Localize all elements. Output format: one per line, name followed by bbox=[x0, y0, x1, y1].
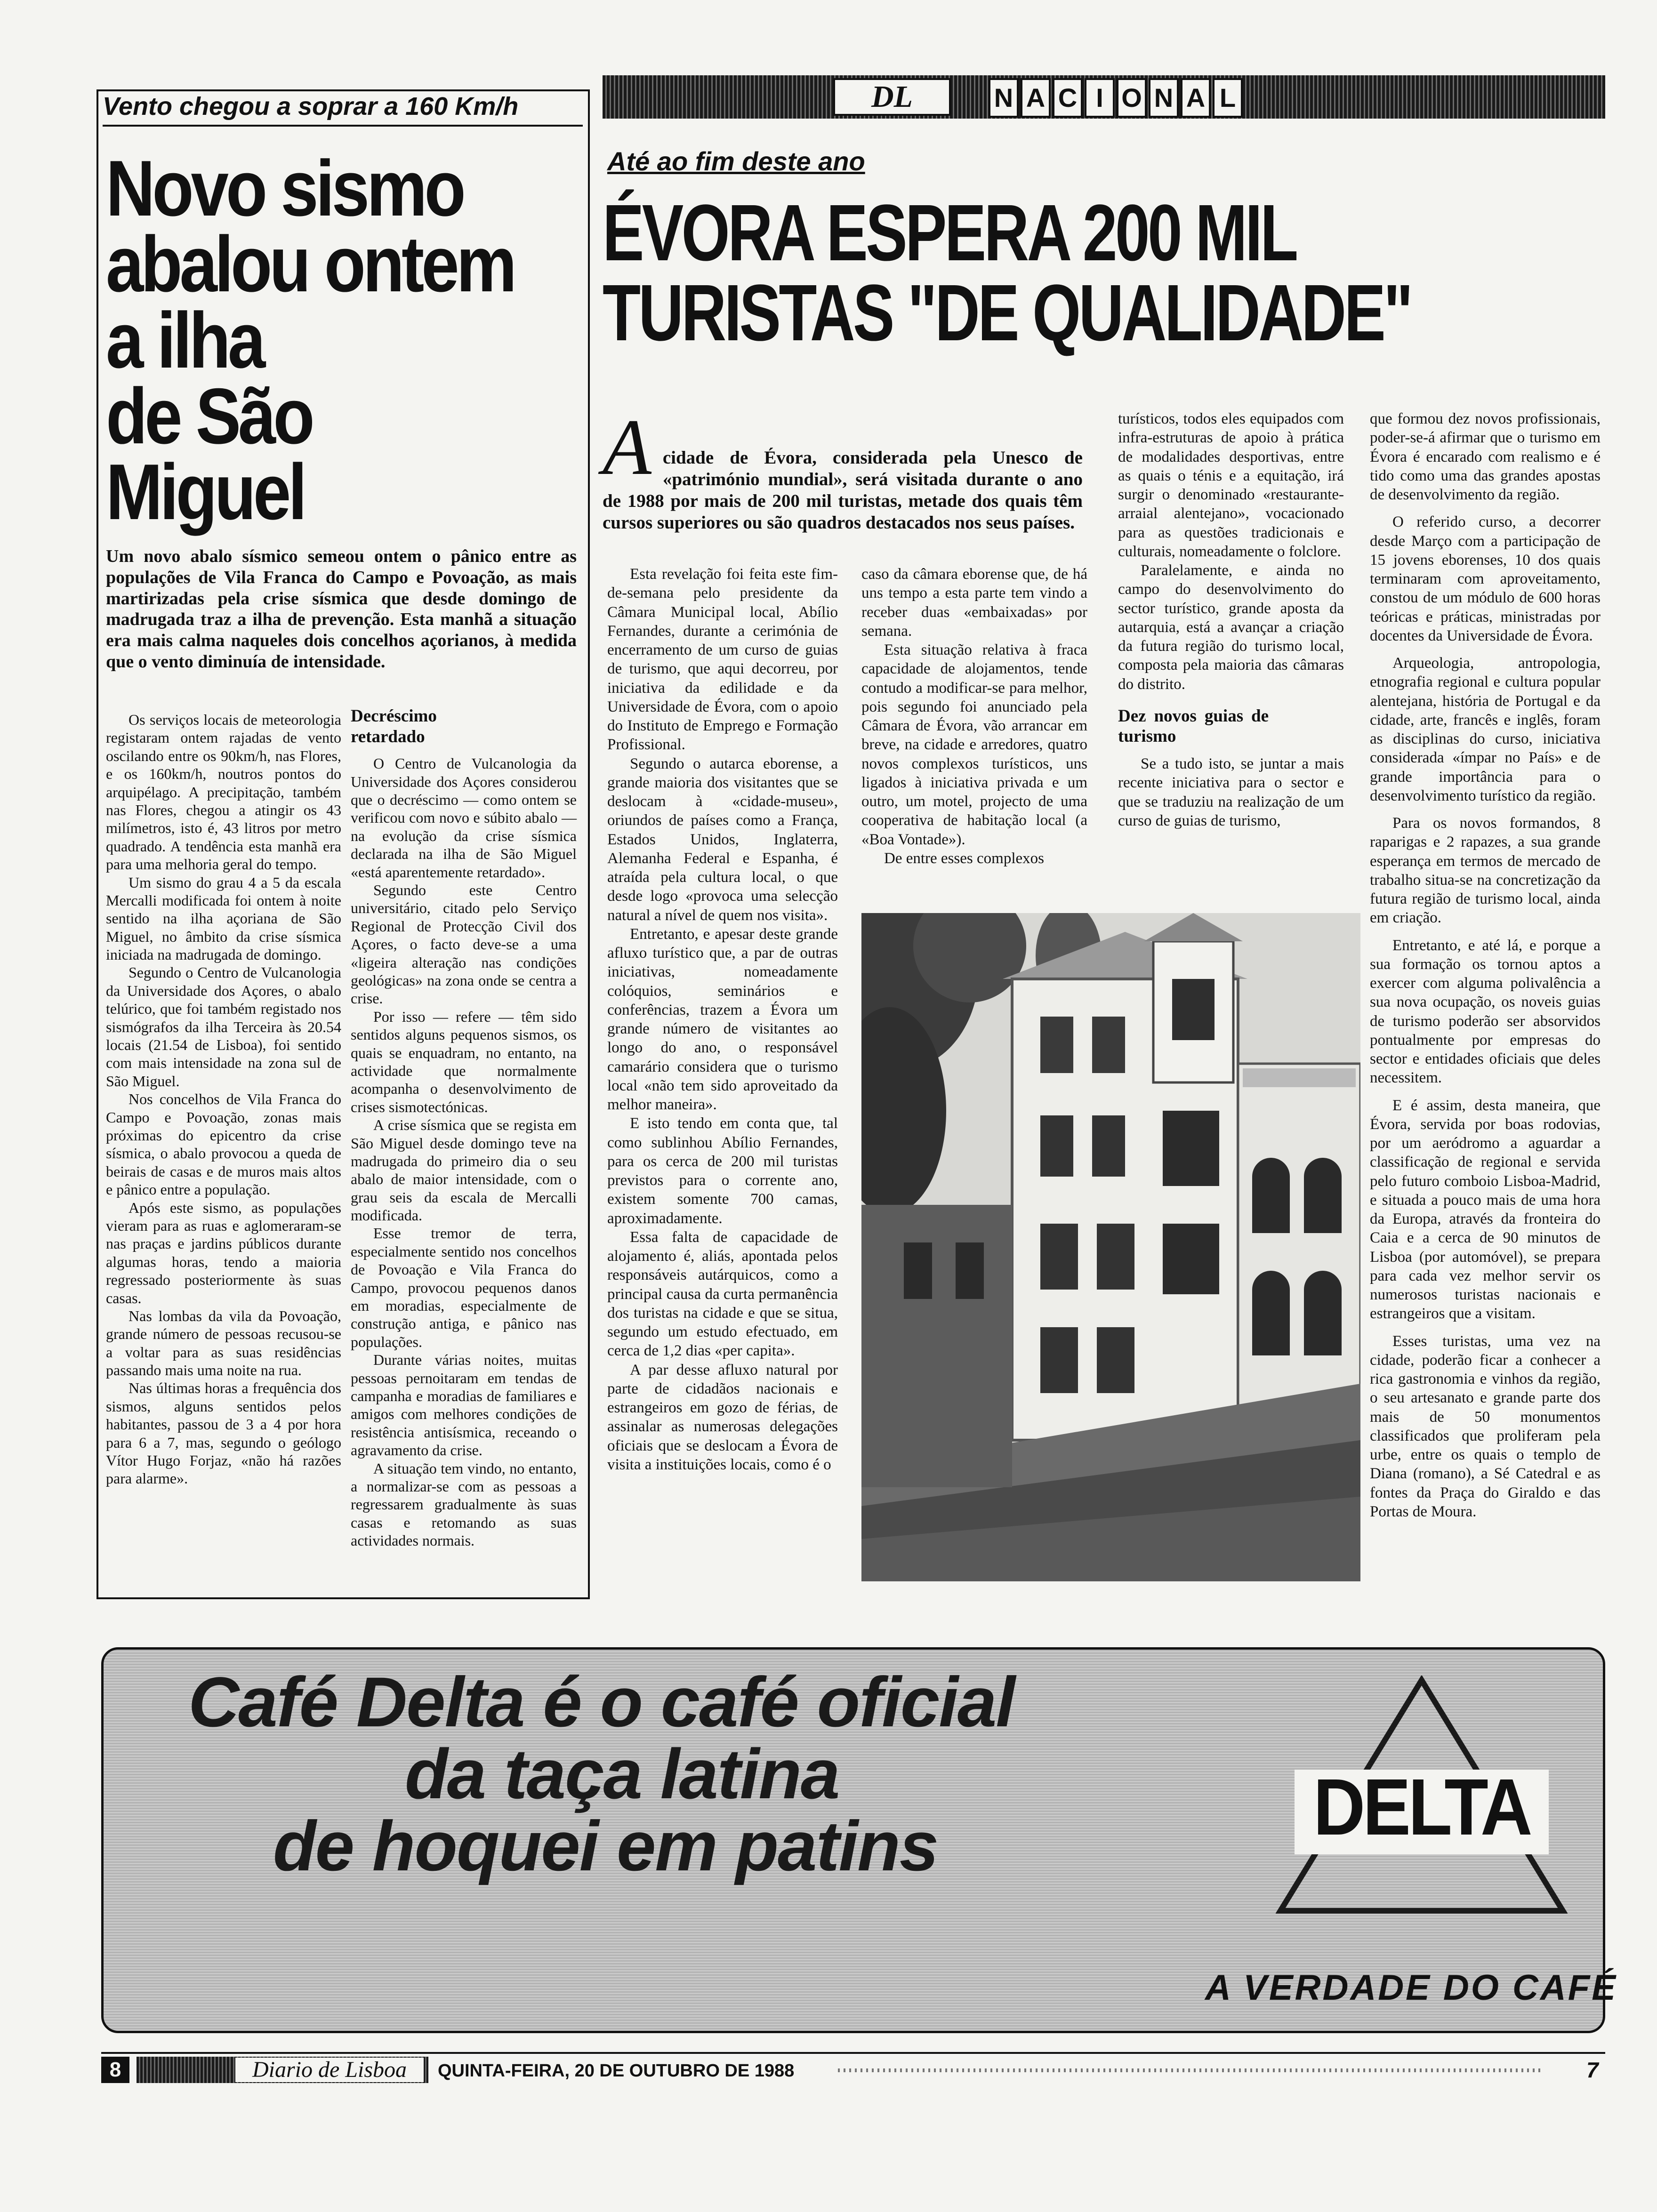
left-story-column-1 bbox=[106, 711, 341, 1488]
paragraph: De entre esses complexos bbox=[884, 850, 1044, 867]
left-story-column-2 bbox=[351, 706, 577, 1550]
issue-date: QUINTA-FEIRA, 20 DE OUTUBRO DE 1988 bbox=[438, 2061, 795, 2081]
paragraph: Por isso — refere — têm sido sentidos alguns pequenos sismos, os quais se enquadram, no entanto, na actividade que normalmente acompanha o desenvolvimento de crises sismotectónicas. bbox=[351, 1008, 577, 1115]
right-story-headline bbox=[603, 188, 1411, 358]
footer-tail-rule bbox=[838, 2068, 1544, 2072]
page-number-right: 7 bbox=[1586, 2058, 1599, 2082]
paragraph: E é assim, desta maneira, que Évora, servida por boas rodovias, por um aeródromo a aguardar a classificação de regional e servida pelo futuro comboio Lisboa-Madrid, e situada a pouco mais de uma hora da Europa, através da fronteira do Caia e a cerca de 90 minutos de Lisboa (por automóvel), se prepara para cada vez melhor servir os numerosos turistas nacionais e estrangeiros que a visitam. bbox=[1370, 1097, 1601, 1322]
paragraph: Nas últimas horas a frequência dos sismos, alguns sentidos pelos habitantes, passou de 3 a 4 por hora para 6 a 7, mas, segundo o geólogo Vítor Hugo Forjaz, «não há razões para alarme». bbox=[106, 1379, 341, 1487]
ad-line: da taça latina bbox=[405, 1734, 839, 1813]
paragraph: Esse tremor de terra, especialmente sentido nos concelhos de Povoação e Vila Franca do Campo, provocou pequenos danos em moradias, especialmente de construção antiga, e pânico nas populações. bbox=[351, 1225, 577, 1350]
paragraph: Segundo o autarca eborense, a grande maioria dos visitantes que se deslocam à «cidade-museu», oriundos de países como a França, Estados Unidos, Inglaterra, Alemanha Federal e Espanha, é atraída pela cultura local, o que desde logo «provoca uma selecção natural a nível de quem nos visita». bbox=[607, 755, 838, 924]
paragraph: O referido curso, a decorrer desde Março com a participação de 15 jovens eborenses, 10 dos quais terminaram com aproveitamento, constou de um módulo de 600 horas teóricas e práticas, ministradas por docentes da Universidade de Évora. bbox=[1370, 513, 1601, 644]
paragraph: Durante várias noites, muitas pessoas pernoitaram em tendas de campanha e moradias de familiares e amigos com melhores condições de resistência antisísmica, receando o agravamento da crise. bbox=[351, 1351, 577, 1459]
section-logo bbox=[833, 78, 951, 116]
ad-line: de hoquei em patins bbox=[273, 1806, 938, 1885]
paragraph: turísticos, todos eles equipados com infra-estruturas de apoio à prática de modalidades desportivas, entre as quais o ténis e a equitação, irá surgir o denominado «restaurante-arraial alentejano», vocacionado para as questões tradicionais e culturais, nomeadamente o folclore. bbox=[1118, 410, 1344, 560]
subheading: Decréscimo retardado bbox=[351, 706, 437, 746]
paragraph: Esta situação relativa à fraca capacidade de alojamentos, tende contudo a modificar-se para melhor, pois segundo foi anunciado pela Câmara de Évora, vão arrancar em breve, na cidade e arredores, quatro novos complexos turísticos, uns ligados à iniciativa privada e um outro, um motel, projecto de uma cooperativa de habitação local (a «Boa Vontade»). bbox=[861, 641, 1087, 848]
drop-cap: A bbox=[603, 403, 652, 491]
paragraph: Para os novos formandos, 8 raparigas e 2 rapazes, a sua grande esperança em termos de mercado de trabalho situa-se na concretização da futura região de turismo local, ainda em criação. bbox=[1370, 815, 1601, 927]
left-story-kicker: Vento chegou a soprar a 160 Km/h bbox=[103, 92, 583, 127]
section-letter: L bbox=[1213, 78, 1243, 118]
right-story-column-2 bbox=[861, 565, 1087, 868]
paragraph: E isto tendo em conta que, tal como sublinhou Abílio Fernandes, para os cerca de 200 mil turistas previstos para o corrente ano, existem somente 700 camas, aproximadamente. bbox=[607, 1115, 838, 1227]
headline-line: ÉVORA ESPERA 200 MIL bbox=[603, 188, 1296, 278]
headline-line: TURISTAS "DE QUALIDADE" bbox=[603, 268, 1411, 358]
right-story-column-4 bbox=[1370, 409, 1601, 1521]
paragraph: A situação tem vindo, no entanto, a normalizar-se com as pessoas a regressarem gradualmente às suas casas e retomando as suas actividades normais. bbox=[351, 1459, 577, 1549]
paragraph: Nos concelhos de Vila Franca do Campo e Povoação, zonas mais próximas do epicentro da crise sísmica, o abalo provocou a queda de beirais de casas e de muros mais altos e pânico entre a população. bbox=[106, 1090, 341, 1198]
headline-line: Novo sismo bbox=[106, 144, 463, 232]
headline-line: a ilha bbox=[106, 296, 263, 385]
paragraph: Se a tudo isto, se juntar a mais recente iniciativa para o sector e que se traduziu na realização de um curso de guias de turismo, bbox=[1118, 755, 1344, 829]
section-letter: C bbox=[1053, 78, 1083, 118]
ad-slogan-text bbox=[179, 1662, 1262, 1885]
section-name bbox=[989, 78, 1245, 118]
paragraph: Entretanto, e até lá, e porque a sua formação os tornou aptos a exercer com alguma polivalência a sua nova ocupação, os noveis guias de turismo poderão ser absorvidos pontualmente por empresas do sector e entidades oficiais que deles necessitem. bbox=[1370, 937, 1601, 1087]
paragraph: Nas lombas da vila da Povoação, grande número de pessoas recusou-se a voltar para as suas residências passando mais uma noite na rua. bbox=[106, 1307, 341, 1379]
ad-line: Café Delta é o café oficial bbox=[188, 1662, 1015, 1741]
right-story-lead: cidade de Évora, considerada pela Unesco de «património mundial», será visitada durante o ano de 1988 por mais de 200 mil turistas, metade dos quais têm cursos superiores ou são quadros destacados nos seus países. bbox=[603, 448, 1083, 533]
paragraph: caso da câmara eborense que, de há uns tempo a esta parte tem vindo a receber duas «embaixadas» por semana. bbox=[861, 566, 1087, 640]
paragraph: Esses turistas, uma vez na cidade, poderão ficar a conhecer a rica gastronomia e vinhos da região, o seu artesanato e grande parte dos mais de 50 monumentos classificados que proliferam pela urbe, entre os quais o templo de Diana (romano), a Sé Catedral e as fontes da Praça do Giraldo e das Portas de Moura. bbox=[1370, 1332, 1601, 1520]
right-story-lead-block bbox=[603, 403, 1083, 534]
paragraph: Paralelamente, e ainda no campo do desenvolvimento do sector turístico, grande aposta da autarquia, está a avançar a criação da futura região do turismo local, composta pela maioria das câmaras do distrito. bbox=[1118, 562, 1344, 693]
section-letter: O bbox=[1117, 78, 1147, 118]
section-letter: A bbox=[1021, 78, 1051, 118]
delta-tagline: A VERDADE DO CAFÉ bbox=[1205, 1968, 1617, 2008]
dl-logo: DL bbox=[871, 80, 913, 114]
evora-building-photo bbox=[861, 913, 1360, 1581]
photo-illustration bbox=[861, 913, 1360, 1581]
paragraph: Segundo este Centro universitário, citado pelo Serviço Regional de Protecção Civil dos Açores, o facto deve-se a uma «ligeira alteração nas condições geológicas» na zona onde se centra a crise. bbox=[351, 882, 577, 1007]
section-letter: A bbox=[1181, 78, 1211, 118]
paragraph: que formou dez novos profissionais, poder-se-á afirmar que o turismo em Évora é encarado com realismo e é tido como uma das grandes apostas de desenvolvimento da região. bbox=[1370, 410, 1601, 503]
masthead-name: Diario de Lisboa bbox=[235, 2058, 424, 2082]
paragraph: Segundo o Centro de Vulcanologia da Universidade dos Açores, o abalo telúrico, que foi também registado nos sismógrafos da ilha Terceira às 20.54 locais (21.54 de Lisboa), foi sentido com mais intensidade na zona sul de São Miguel. bbox=[106, 964, 341, 1090]
right-story-kicker: Até ao fim deste ano bbox=[607, 146, 865, 176]
paragraph: Após este sismo, as populações vieram para as ruas e aglomeraram-se nas praças e jardins públicos durante algumas horas, tendo a maioria regressado posteriormente às suas casas. bbox=[106, 1199, 341, 1306]
paragraph: Esta revelação foi feita este fim-de-semana pelo presidente da Câmara Municipal local, Abílio Fernandes, durante a cerimónia de encerramento de um curso de guias de turismo, que aqui decorreu, por iniciativa da edilidade e da Universidade de Évora, com o apoio do Instituto de Emprego e Formação Profissional. bbox=[607, 566, 838, 753]
paragraph: Arqueologia, antropologia, etnografia regional e cultura popular alentejana, história de Portugal e da cidade, arte, francês e inglês, foram as disciplinas do curso, iniciativa considerada «ímpar no País» e de grande importância para o desenvolvimento turístico da região. bbox=[1370, 655, 1601, 804]
left-story-lead: Um novo abalo sísmico semeou ontem o pânico entre as populações de Vila Franca do Campo e Povoação, as mais martirizadas pela crise sísmica que desde domingo de madrugada traz a ilha de prevenção. Esta manhã a situação era mais calma naqueles dois concelhos açorianos, à medida que o vento diminuía de intensidade. bbox=[106, 546, 577, 672]
section-letter: N bbox=[989, 78, 1019, 118]
headline-line: abalou ontem bbox=[106, 220, 514, 309]
headline-line: de São Miguel bbox=[106, 371, 312, 537]
paragraph: O Centro de Vulcanologia da Universidade dos Açores considerou que o decréscimo — como ontem se verificou com novo e súbito abalo — na evolução da crise sísmica declarada na ilha de São Miguel «está aparentemente retardado». bbox=[351, 755, 577, 881]
footer-bar bbox=[101, 2052, 1605, 2054]
right-story-column-3 bbox=[1118, 409, 1344, 830]
delta-brand: DELTA bbox=[1313, 1763, 1530, 1852]
paragraph: Um sismo do grau 4 a 5 da escala Mercalli modificada foi ontem à noite sentido na ilha açoriana de São Miguel, no âmbito da crise sísmica iniciada na madrugada de domingo. bbox=[106, 874, 341, 963]
paragraph: A crise sísmica que se regista em São Miguel desde domingo teve na madrugada do primeiro dia o seu abalo de maior intensidade, com o grau seis da escala de Mercalli modificada. bbox=[351, 1116, 577, 1224]
right-story-column-1 bbox=[607, 565, 838, 1474]
section-letter: I bbox=[1085, 78, 1115, 118]
paragraph: A par desse afluxo natural por parte de cidadãos nacionais e estrangeiros em gozo de férias, de assinalar as numerosas delegações oficiais que se deslocam a Évora de visita a instituições locais, como é o bbox=[607, 1361, 838, 1473]
paragraph: Os serviços locais de meteorologia registaram ontem rajadas de vento oscilando entre os 90km/h, nas Flores, e os 160km/h, noutros pontos do arquipélago. A precipitação, também nas Flores, chegou a atingir os 43 milímetros, isto é, 43 litros por metro quadrado. A tendência esta manhã era para uma melhoria geral do tempo. bbox=[106, 711, 341, 873]
page-number-left: 8 bbox=[101, 2057, 129, 2083]
subheading: Dez novos guias de turismo bbox=[1118, 706, 1269, 746]
paragraph: Entretanto, e apesar deste grande afluxo turístico que, a par de outras iniciativas, nomeadamente colóquios, seminários e conferências, trazem a Évora um grande número de visitantes ao longo do ano, o responsável camarário considera que o turismo local «não tem sido aproveitado da melhor maneira». bbox=[607, 925, 838, 1113]
section-letter: N bbox=[1149, 78, 1179, 118]
left-story-headline bbox=[106, 144, 515, 537]
paragraph: Essa falta de capacidade de alojamento é, aliás, apontada pelos responsáveis autárquicos, como a principal causa da curta permanência dos turistas na cidade e que se situa, segundo um estudo efectuado, em cerca de 1,2 dias «per capita». bbox=[607, 1228, 838, 1360]
